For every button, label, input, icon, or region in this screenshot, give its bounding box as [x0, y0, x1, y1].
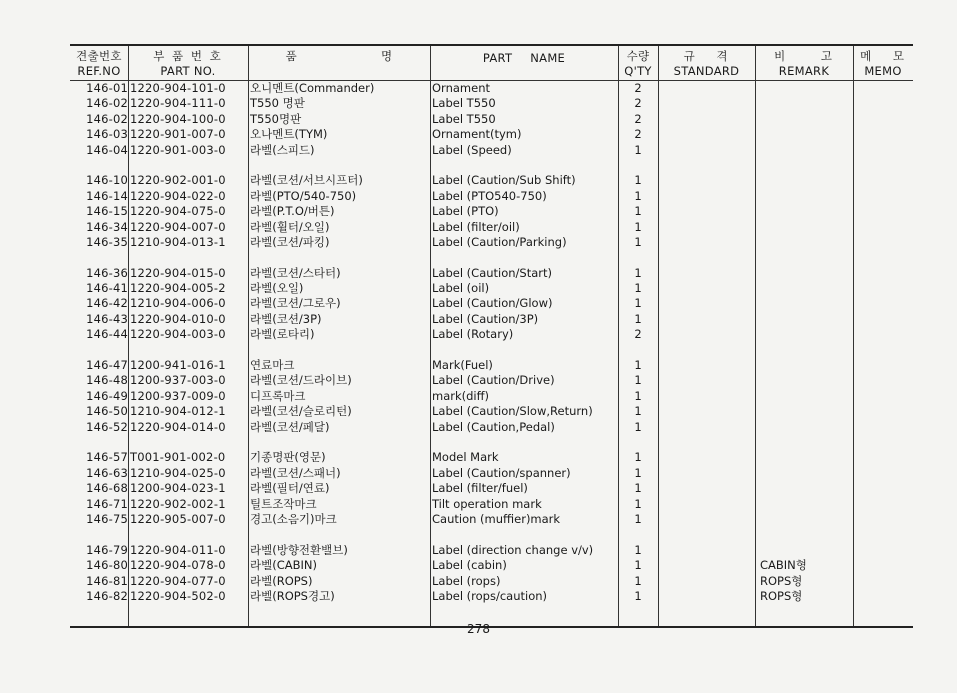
header-std-en: STANDARD	[673, 64, 740, 78]
quantity-cell: 1	[634, 404, 642, 419]
table-row	[70, 404, 913, 419]
table-row	[70, 112, 913, 127]
ref-no-cell: 146-80	[86, 558, 128, 573]
ref-no-cell: 146-82	[86, 588, 128, 603]
part-no-cell: 1220-904-005-2	[130, 281, 226, 296]
ref-no-cell: 146-34	[86, 219, 128, 234]
part-no-cell: 1220-904-011-0	[130, 542, 226, 557]
part-name-cell: Label T550	[432, 111, 496, 126]
quantity-cell: 1	[634, 188, 642, 203]
table-row	[70, 512, 913, 527]
part-name-cell: Label (Rotary)	[432, 327, 514, 342]
part-no-cell: 1220-904-010-0	[130, 311, 226, 326]
part-name-cell: Label (Speed)	[432, 142, 512, 157]
quantity-cell: 2	[634, 127, 642, 142]
ref-no-cell: 146-02	[86, 96, 128, 111]
ref-no-cell: 146-49	[86, 388, 128, 403]
korean-name-cell: 라벨(PTO/540-750)	[250, 188, 357, 203]
part-no-cell: 1200-937-003-0	[130, 373, 226, 388]
part-name-cell: Label (Caution/Parking)	[432, 234, 567, 249]
quantity-cell: 1	[634, 204, 642, 219]
part-name-cell: Label (filter/fuel)	[432, 481, 528, 496]
table-row	[70, 389, 913, 404]
korean-name-cell: 라벨(방향전환밸브)	[250, 542, 348, 557]
ref-no-cell: 146-79	[86, 542, 128, 557]
part-name-cell: Label (cabin)	[432, 558, 507, 573]
korean-name-cell: 라벨(P.T.O/버튼)	[250, 204, 335, 219]
korean-name-cell: 라벨(ROPS경고)	[250, 588, 335, 603]
korean-name-cell: 라벨(스피드)	[250, 142, 315, 157]
ref-no-cell: 146-81	[86, 573, 128, 588]
part-no-cell: 1220-904-007-0	[130, 219, 226, 234]
quantity-cell: 1	[634, 219, 642, 234]
part-no-cell: 1220-902-001-0	[130, 173, 226, 188]
quantity-cell: 1	[634, 388, 642, 403]
header-remark-ko: 비 고	[774, 49, 834, 63]
table-row	[70, 81, 913, 96]
part-no-cell: 1220-904-111-0	[130, 96, 226, 111]
header-ename: PART NAME	[482, 51, 566, 65]
korean-name-cell: 라벨(코션/서브시프터)	[250, 173, 363, 188]
quantity-cell: 1	[634, 419, 642, 434]
korean-name-cell: 오니멘트(Commander)	[250, 81, 375, 95]
part-no-cell: 1220-904-077-0	[130, 573, 226, 588]
ref-no-cell: 146-50	[86, 404, 128, 419]
ref-no-cell: 146-42	[86, 296, 128, 311]
part-name-cell: Label (rops)	[432, 573, 501, 588]
header-qty-en: Q'TY	[624, 64, 652, 78]
part-name-cell: Label (Caution,Pedal)	[432, 419, 555, 434]
part-name-cell: Tilt operation mark	[432, 496, 542, 511]
korean-name-cell: 라벨(오일)	[250, 281, 304, 296]
header-memo-ko: 메 모	[860, 49, 906, 63]
table-row	[70, 266, 913, 281]
header-remark-en: REMARK	[778, 64, 830, 78]
header-ref-en: REF.NO	[77, 64, 121, 78]
table-row	[70, 543, 913, 558]
ref-no-cell: 146-68	[86, 481, 128, 496]
table-row	[70, 143, 913, 158]
part-no-cell: 1220-904-075-0	[130, 204, 226, 219]
table-row	[70, 281, 913, 296]
table-row	[70, 358, 913, 373]
ref-no-cell: 146-52	[86, 419, 128, 434]
korean-name-cell: 라벨(코션/슬로리턴)	[250, 404, 352, 419]
header-qty-ko: 수량	[626, 49, 650, 63]
quantity-cell: 1	[634, 173, 642, 188]
table-row	[70, 173, 913, 188]
korean-name-cell: 라벨(ROPS)	[250, 573, 313, 588]
table-row	[70, 189, 913, 204]
quantity-cell: 1	[634, 588, 642, 603]
part-name-cell: Caution (muffier)mark	[432, 511, 561, 526]
part-name-cell: Label (Caution/Glow)	[432, 296, 553, 311]
part-no-cell: 1220-902-002-1	[130, 496, 226, 511]
part-no-cell: 1210-904-012-1	[130, 404, 226, 419]
korean-name-cell: 라벨(코션/페달)	[250, 419, 330, 434]
part-name-cell: Label (PTO)	[432, 204, 499, 219]
table-row	[70, 296, 913, 311]
quantity-cell: 1	[634, 358, 642, 373]
part-name-cell: Label (oil)	[432, 281, 490, 296]
part-no-cell: 1200-941-016-1	[130, 358, 226, 373]
korean-name-cell: T550 명판	[250, 96, 305, 111]
korean-name-cell: 라벨(코션/파킹)	[250, 234, 330, 249]
korean-name-cell: 연료마크	[250, 358, 295, 373]
part-no-cell: 1220-904-015-0	[130, 265, 226, 280]
korean-name-cell: 라벨(휠터/오일)	[250, 219, 330, 234]
ref-no-cell: 146-04	[86, 142, 128, 157]
quantity-cell: 2	[634, 96, 642, 111]
header-memo-en: MEMO	[864, 64, 902, 78]
korean-name-cell: 라벨(필터/연료)	[250, 481, 330, 496]
quantity-cell: 1	[634, 481, 642, 496]
korean-name-cell: 라벨(코션/그로우)	[250, 296, 341, 311]
ref-no-cell: 146-41	[86, 281, 128, 296]
korean-name-cell: 디프록마크	[250, 388, 306, 403]
ref-no-cell: 146-15	[86, 204, 128, 219]
part-name-cell: Ornament	[432, 81, 490, 95]
part-name-cell: Label (direction change v/v)	[432, 542, 594, 557]
quantity-cell: 1	[634, 311, 642, 326]
ref-no-cell: 146-57	[86, 450, 128, 465]
table-row	[70, 589, 913, 604]
quantity-cell: 1	[634, 142, 642, 157]
ref-no-cell: 146-44	[86, 327, 128, 342]
part-no-cell: 1200-904-023-1	[130, 481, 226, 496]
part-name-cell: mark(diff)	[432, 388, 490, 403]
part-name-cell: Label (rops/caution)	[432, 588, 548, 603]
table-row	[70, 481, 913, 496]
table-body	[70, 81, 913, 604]
part-no-cell: 1220-901-003-0	[130, 142, 226, 157]
table-row	[70, 497, 913, 512]
part-no-cell: 1220-904-022-0	[130, 188, 226, 203]
part-name-cell: Label (Caution/Start)	[432, 265, 553, 280]
ref-no-cell: 146-63	[86, 465, 128, 480]
quantity-cell: 2	[634, 81, 642, 95]
korean-name-cell: 기종명판(영문)	[250, 450, 326, 465]
part-name-cell: Label (Caution/spanner)	[432, 465, 571, 480]
ref-no-cell: 146-71	[86, 496, 128, 511]
ref-no-cell: 146-36	[86, 265, 128, 280]
table-row	[70, 127, 913, 142]
korean-name-cell: 라벨(CABIN)	[250, 558, 317, 573]
ref-no-cell: 146-03	[86, 127, 128, 142]
ref-no-cell: 146-47	[86, 358, 128, 373]
part-no-cell: 1210-904-025-0	[130, 465, 226, 480]
ref-no-cell: 146-75	[86, 511, 128, 526]
ref-no-cell: 146-48	[86, 373, 128, 388]
table-row	[70, 558, 913, 573]
part-no-cell: 1220-901-007-0	[130, 127, 226, 142]
quantity-cell: 1	[634, 465, 642, 480]
table-row	[70, 235, 913, 250]
part-no-cell: 1220-905-007-0	[130, 511, 226, 526]
quantity-cell: 1	[634, 265, 642, 280]
korean-name-cell: 라벨(코션/3P)	[250, 311, 322, 326]
quantity-cell: 1	[634, 573, 642, 588]
part-no-cell: 1200-937-009-0	[130, 388, 226, 403]
part-name-cell: Model Mark	[432, 450, 499, 465]
ref-no-cell: 146-01	[86, 81, 128, 95]
part-name-cell: Label (Caution/3P)	[432, 311, 539, 326]
quantity-cell: 1	[634, 450, 642, 465]
korean-name-cell: 라벨(로타리)	[250, 327, 315, 342]
header-part-ko: 부 품 번 호	[153, 49, 223, 63]
remark-cell: ROPS형	[760, 573, 803, 588]
quantity-cell: 1	[634, 558, 642, 573]
table-row	[70, 450, 913, 465]
part-name-cell: Label (filter/oil)	[432, 219, 520, 234]
header-kname-ko: 품 명	[285, 49, 393, 63]
part-no-cell: 1220-904-101-0	[130, 81, 226, 95]
part-name-cell: Label (Caution/Sub Shift)	[432, 173, 576, 188]
korean-name-cell: 오나멘트(TYM)	[250, 127, 328, 142]
quantity-cell: 1	[634, 234, 642, 249]
parts-table	[70, 44, 913, 628]
part-no-cell: 1220-904-502-0	[130, 588, 226, 603]
header-ref-ko: 견출번호	[76, 49, 122, 63]
table-row	[70, 327, 913, 342]
remark-cell: ROPS형	[760, 588, 803, 603]
header-part-en: PART NO.	[160, 64, 216, 78]
quantity-cell: 1	[634, 542, 642, 557]
part-name-cell: Ornament(tym)	[432, 127, 522, 142]
quantity-cell: 2	[634, 111, 642, 126]
korean-name-cell: 틸트조작마크	[250, 496, 317, 511]
ref-no-cell: 146-43	[86, 311, 128, 326]
quantity-cell: 1	[634, 296, 642, 311]
table-row	[70, 574, 913, 589]
table-row	[70, 204, 913, 219]
table-row	[70, 96, 913, 111]
part-name-cell: Label T550	[432, 96, 496, 111]
korean-name-cell: 경고(소음기)마크	[250, 511, 337, 526]
remark-cell: CABIN형	[760, 558, 807, 573]
korean-name-cell: 라벨(코션/드라이브)	[250, 373, 352, 388]
table-row	[70, 312, 913, 327]
quantity-cell: 2	[634, 327, 642, 342]
quantity-cell: 1	[634, 373, 642, 388]
table-row	[70, 420, 913, 435]
ref-no-cell: 146-10	[86, 173, 128, 188]
part-no-cell: 1220-904-100-0	[130, 111, 226, 126]
quantity-cell: 1	[634, 281, 642, 296]
header-std-ko: 규 격	[683, 49, 730, 63]
table-row	[70, 220, 913, 235]
part-name-cell: Mark(Fuel)	[432, 358, 493, 373]
part-no-cell: 1220-904-014-0	[130, 419, 226, 434]
page-number: 278	[467, 622, 490, 636]
quantity-cell: 1	[634, 511, 642, 526]
ref-no-cell: 146-14	[86, 188, 128, 203]
part-no-cell: 1210-904-006-0	[130, 296, 226, 311]
part-name-cell: Label (PTO540-750)	[432, 188, 547, 203]
korean-name-cell: 라벨(코션/스패너)	[250, 465, 341, 480]
ref-no-cell: 146-35	[86, 234, 128, 249]
part-no-cell: 1210-904-013-1	[130, 234, 226, 249]
ref-no-cell: 146-02	[86, 111, 128, 126]
quantity-cell: 1	[634, 496, 642, 511]
part-name-cell: Label (Caution/Slow,Return)	[432, 404, 593, 419]
part-no-cell: 1220-904-003-0	[130, 327, 226, 342]
table-row	[70, 373, 913, 388]
part-no-cell: 1220-904-078-0	[130, 558, 226, 573]
table-row	[70, 466, 913, 481]
korean-name-cell: 라벨(코션/스타터)	[250, 265, 341, 280]
korean-name-cell: T550명판	[250, 111, 302, 126]
part-no-cell: T001-901-002-0	[130, 450, 226, 465]
part-name-cell: Label (Caution/Drive)	[432, 373, 555, 388]
